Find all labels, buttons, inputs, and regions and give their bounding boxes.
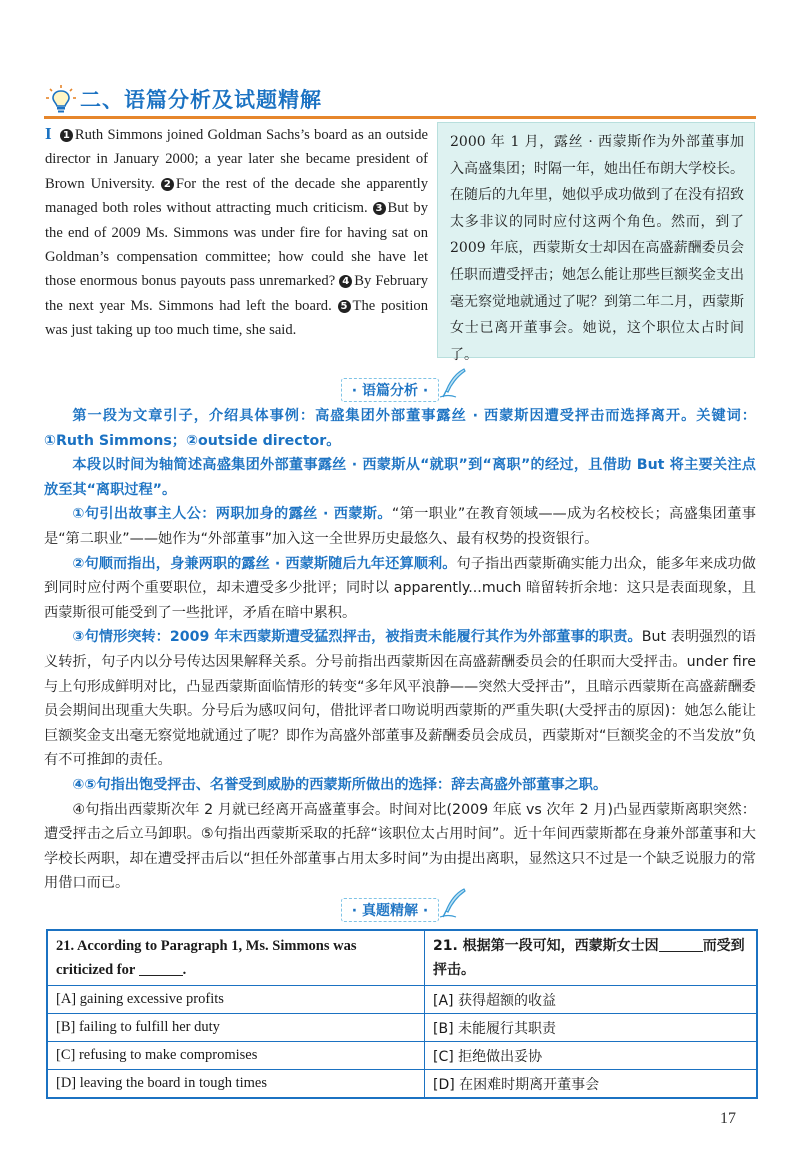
paragraph-label: I: [45, 124, 52, 143]
analysis-badge: [0, 378, 800, 406]
questions-title: · 真题精解 ·: [351, 903, 429, 919]
section-heading: [44, 82, 756, 119]
analysis-intro: 第一段为文章引子，介绍具体事例：高盛集团外部董事露丝 · 西蒙斯因遭受抨击而选择离开。关键词：①Ruth Simmons；②outside director。: [44, 408, 756, 449]
sentence-3: But by the end of 2009 Ms. Simmons was under fire for having sat on Goldman’s compensation committee; how could she have let those enormous bonus payouts pass unremarked?: [45, 200, 428, 290]
option-row: [47, 986, 757, 1014]
analysis-summary: 本段以时间为轴简述高盛集团外部董事露丝 · 西蒙斯从“就职”到“离职”的经过，且借助 But 将主要关注点放至其“离职过程”。: [44, 457, 756, 498]
question-table: [46, 929, 758, 1099]
option-row: [47, 1042, 757, 1070]
option-a-en: [A] gaining excessive profits: [47, 986, 425, 1014]
section-title: 二、语篇分析及试题精解: [80, 88, 322, 112]
lightbulb-icon: [44, 84, 78, 114]
sentence-number: 4: [339, 275, 352, 288]
sentence-number: 5: [338, 300, 351, 313]
answer-blank: [139, 961, 183, 976]
chinese-translation: 2000 年 1 月，露丝 · 西蒙斯作为外部董事加入高盛集团；时隔一年，她出任布朗大学校长。在随后的九年里，她似乎成功做到了在没有招致太多非议的同时应付这两个角色。然而，到了 2009 年底，西蒙斯女士却因在高盛薪酬委员会任职而遭受抨击；她怎么能让那些巨额奖金支出毫无察觉地就通过了呢？到第二年二月，西蒙斯女士已离开董事会。她说，这个职位太占时间了。: [437, 122, 755, 358]
analysis-sentence-2: ②句顺而指出，身兼两职的露丝 · 西蒙斯随后九年还算顺利。句子指出西蒙斯确实能力出众，能多年来成功做到同时应付两个重要职位，却未遭受多少批评；同时以 apparently...much 暗留转折余地：这只是表面现象，且西蒙斯很可能受到了一些批评，矛盾在暗中累积。: [44, 555, 756, 621]
option-row: [47, 1070, 757, 1099]
english-passage: [45, 122, 428, 343]
sentence-5: The position was just taking up too much time, she said.: [45, 297, 429, 339]
option-b-cn: [B] 未能履行其职责: [425, 1014, 758, 1042]
question-en: 21. According to Paragraph 1, Ms. Simmons was criticized for .: [47, 930, 425, 986]
page-number: 17: [720, 1110, 736, 1127]
option-c-cn: [C] 拒绝做出妥协: [425, 1042, 758, 1070]
quill-pen-icon: [438, 367, 468, 399]
sentence-4: By February the next year Ms. Simmons had left the board.: [45, 273, 428, 314]
analysis-sentence-4-5-detail: ④句指出西蒙斯次年 2 月就已经离开高盛董事会。时间对比(2009 年底 vs 次年 2 月)凸显西蒙斯离职突然：遭受抨击之后立马卸职。⑤句指出西蒙斯采取的托辞“该职位太占用时间”。近十年间西蒙斯都在身兼外部董事和大学校长两职，却在遭受抨击后以“担任外部董事占用太多时间”为由提出离职，显然这只不过是一个缺乏说服力的常用借口而已。: [44, 801, 756, 892]
option-d-cn: [D] 在困难时期离开董事会: [425, 1070, 758, 1099]
option-d-en: [D] leaving the board in tough times: [47, 1070, 425, 1099]
option-b-en: [B] failing to fulfill her duty: [47, 1014, 425, 1042]
option-a-cn: [A] 获得超额的收益: [425, 986, 758, 1014]
sentence-number: 1: [60, 129, 73, 142]
question-row: [47, 930, 757, 986]
sentence-number: 3: [373, 202, 386, 215]
analysis-title: · 语篇分析 ·: [351, 383, 429, 399]
analysis-sentence-3: ③句情形突转：2009 年末西蒙斯遭受猛烈抨击，被指责未能履行其作为外部董事的职责。But 表明强烈的语义转折，句子内以分号传达因果解释关系。分号前指出西蒙斯因在高盛薪酬委员会的任职而大受抨击。under fire 与上句形成鲜明对比，凸显西蒙斯面临情形的转变“多年风平浪静——突然大受抨击”，且暗示西蒙斯在高盛薪酬委员会期间出现重大失职。分号后为感叹问句，借批评者口吻说明西蒙斯的严重失职(大受抨击的原因)：她怎么能让巨额奖金支出毫无察觉地就通过了呢？即作为高盛外部董事及薪酬委员会成员，西蒙斯对“巨额奖金的不当发放”负有不可推卸的责任。: [44, 629, 756, 769]
sentence-2: For the rest of the decade she apparently managed both roles without attracting much criticism.: [45, 175, 428, 217]
sentence-number: 2: [161, 178, 174, 191]
questions-badge: [0, 898, 800, 926]
analysis-sentence-1: ①句引出故事主人公：两职加身的露丝 · 西蒙斯。“第一职业”在教育领域——成为名校校长；高盛集团董事是“第二职业”——她作为“外部董事”加入这一全世界历史最悠久、最有权势的投资银行。: [44, 506, 756, 547]
answer-blank: [659, 937, 703, 952]
sentence-1: Ruth Simmons joined Goldman Sachs’s board as an outside director in January 2000; a year later she became president of Brown University.: [45, 127, 428, 192]
analysis-sentence-4-5: ④⑤句指出饱受抨击、名誉受到威胁的西蒙斯所做出的选择：辞去高盛外部董事之职。: [72, 776, 608, 793]
quill-pen-icon: [438, 887, 468, 919]
analysis-body: [44, 404, 756, 896]
question-cn: 21. 根据第一段可知，西蒙斯女士因 而受到抨击。: [425, 930, 758, 986]
option-c-en: [C] refusing to make compromises: [47, 1042, 425, 1070]
option-row: [47, 1014, 757, 1042]
